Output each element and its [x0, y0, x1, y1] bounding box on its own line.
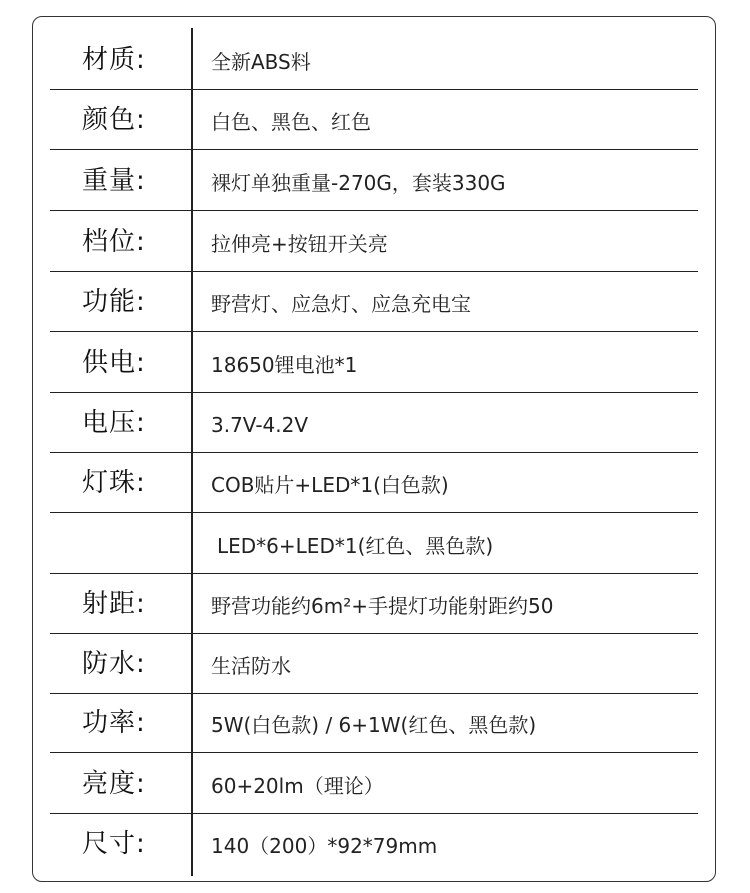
spec-label: 重量:	[82, 166, 146, 196]
spec-value: 生活防水	[211, 654, 291, 678]
spec-value: 野营灯、应急灯、应急充电宝	[211, 292, 471, 316]
spec-row-color	[50, 90, 698, 150]
spec-label: 供电:	[82, 348, 146, 378]
spec-row-wattage	[50, 693, 698, 753]
spec-label: 尺寸:	[82, 829, 146, 859]
row-divider	[50, 512, 698, 514]
spec-label: 功率:	[82, 708, 146, 738]
spec-value: 全新ABS料	[211, 50, 311, 74]
row-divider	[50, 210, 698, 212]
spec-row-function	[50, 272, 698, 332]
spec-value: 拉伸亮+按钮开关亮	[211, 232, 388, 256]
spec-label: 材质:	[82, 45, 146, 75]
spec-value: 18650锂电池*1	[211, 353, 358, 377]
row-divider	[50, 331, 698, 333]
spec-value: 裸灯单独重量-270G，套装330G	[211, 171, 506, 195]
row-divider	[50, 752, 698, 754]
row-divider	[50, 149, 698, 151]
spec-row-voltage	[50, 393, 698, 453]
spec-row-power-supply	[50, 333, 698, 393]
spec-value: 60+20lm（理论）	[211, 774, 384, 798]
spec-row-size	[50, 814, 698, 874]
spec-value: LED*6+LED*1(红色、黑色款)	[217, 534, 494, 558]
spec-value: 3.7V-4.2V	[211, 413, 309, 437]
spec-label: 射距:	[82, 589, 146, 619]
spec-value: 140（200）*92*79mm	[211, 834, 438, 858]
spec-row-led	[50, 453, 698, 513]
spec-row-waterproof	[50, 634, 698, 694]
spec-row-brightness	[50, 754, 698, 814]
spec-row-led-variant	[50, 514, 698, 574]
spec-value: 白色、黑色、红色	[211, 110, 371, 134]
spec-row-material	[50, 30, 698, 90]
spec-label: 灯珠:	[82, 468, 146, 498]
spec-label: 亮度:	[82, 769, 146, 799]
spec-label: 电压:	[82, 408, 146, 438]
spec-label: 防水:	[82, 649, 146, 679]
spec-row-weight	[50, 151, 698, 211]
spec-row-modes	[50, 212, 698, 272]
spec-label: 功能:	[82, 287, 146, 317]
spec-row-range	[50, 574, 698, 634]
spec-value: COB贴片+LED*1(白色款)	[211, 473, 449, 497]
spec-value: 5W(白色款) / 6+1W(红色、黑色款)	[211, 713, 537, 737]
spec-label: 档位:	[82, 227, 146, 257]
spec-value: 野营功能约6m²+手提灯功能射距约50	[211, 594, 554, 618]
spec-label: 颜色:	[82, 105, 146, 135]
